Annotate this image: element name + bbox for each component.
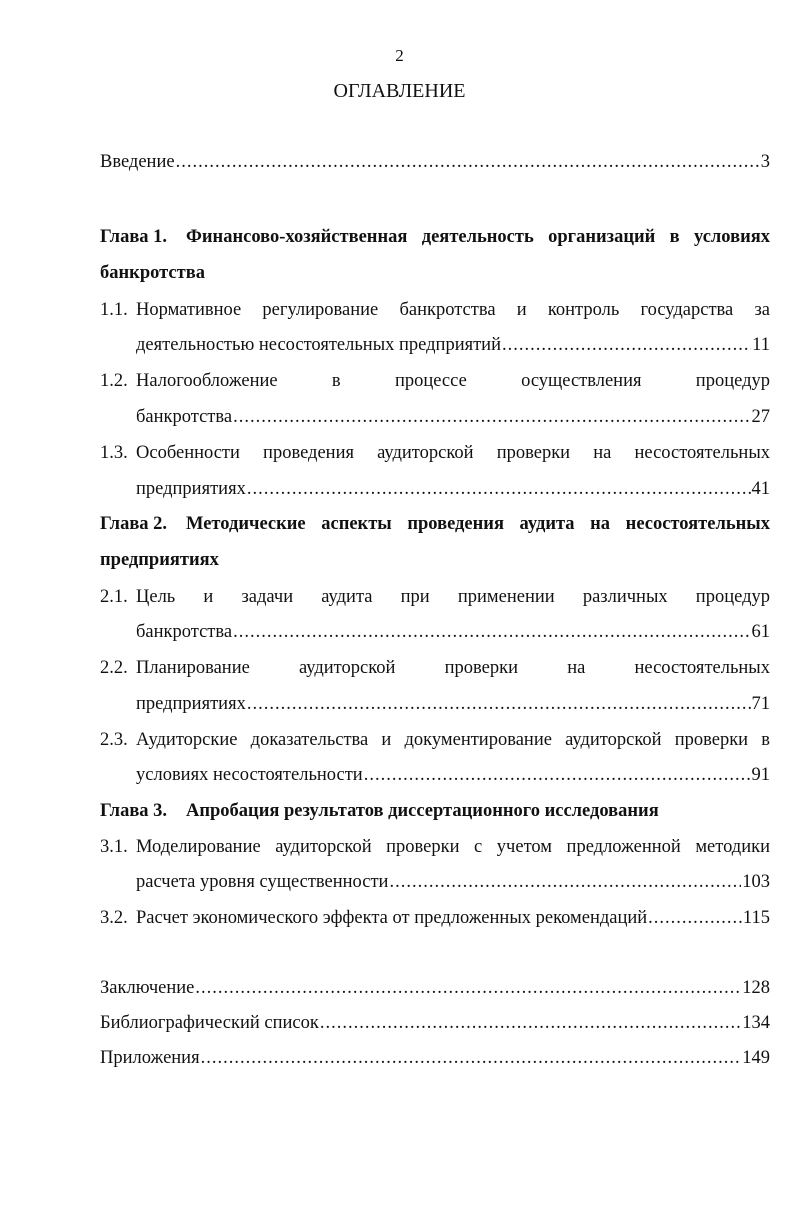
section-number: 3.2. [100, 908, 128, 928]
section-number: 2.1. [100, 587, 128, 607]
section-title-cont: банкротства [136, 622, 233, 642]
section-number: 1.3. [100, 443, 128, 463]
toc-entry-page: 61 [751, 622, 770, 642]
section-number: 2.2. [100, 658, 128, 678]
chapter-title-cont: предприятиях [100, 550, 219, 570]
toc-entry-label: Приложения [100, 1048, 200, 1068]
toc-entry-page: 71 [751, 694, 770, 714]
chapter-3-heading[interactable] [100, 799, 770, 823]
toc-entry-page: 149 [742, 1048, 770, 1068]
toc-entry-2-3-cont [136, 763, 770, 787]
leader-dots [233, 405, 750, 429]
leader-dots [247, 477, 751, 501]
chapter-2-heading[interactable] [100, 512, 770, 536]
toc-entry-3-1-cont [136, 870, 770, 894]
toc-entry-2-2[interactable] [100, 656, 770, 680]
toc-entry-2-1-cont [136, 620, 770, 644]
section-number: 1.2. [100, 371, 128, 391]
leader-dots [364, 763, 751, 787]
toc-entry-1-2[interactable] [100, 369, 770, 393]
section-title: Аудиторские доказательства и документирование аудиторской проверки в [136, 730, 770, 750]
section-title: Нормативное регулирование банкротства и контроль государства за [136, 300, 770, 320]
section-title-cont: расчета уровня существенности [136, 872, 389, 892]
toc-entry-page: 103 [742, 872, 770, 892]
toc-entry-1-2-cont [136, 405, 770, 429]
leader-dots [176, 150, 760, 174]
toc-entry-appendices[interactable] [100, 1046, 770, 1070]
leader-dots [201, 1046, 742, 1070]
chapter-label: Глава 1. [100, 227, 168, 247]
leader-dots [233, 620, 750, 644]
toc-entry-page: 91 [751, 765, 770, 785]
section-title: Моделирование аудиторской проверки с учетом предложенной методики [136, 837, 770, 857]
section-number: 3.1. [100, 837, 128, 857]
leader-dots [389, 870, 741, 894]
toc-entry-intro[interactable] [100, 150, 770, 174]
chapter-1-heading-cont [100, 261, 770, 285]
toc-entry-conclusion[interactable] [100, 976, 770, 1000]
toc-entry-page: 128 [742, 978, 770, 998]
section-title-cont: условиях несостоятельности [136, 765, 363, 785]
toc-entry-2-2-cont [136, 692, 770, 716]
toc-entry-page: 27 [751, 407, 770, 427]
toc-entry-page: 134 [742, 1013, 770, 1033]
section-number: 1.1. [100, 300, 128, 320]
leader-dots [320, 1011, 741, 1035]
chapter-label: Глава 3. [100, 801, 168, 821]
leader-dots [247, 692, 751, 716]
toc-entry-3-1[interactable] [100, 835, 770, 859]
section-title-cont: предприятиях [136, 694, 246, 714]
toc-entry-label: Библиографический список [100, 1013, 319, 1033]
leader-dots [195, 976, 741, 1000]
page-number: 2 [395, 46, 404, 65]
toc-entry-2-1[interactable] [100, 585, 770, 609]
toc-entry-2-3[interactable] [100, 728, 770, 752]
section-title: Планирование аудиторской проверки на несостоятельных [136, 658, 770, 678]
section-title: Особенности проведения аудиторской проверки на несостоятельных [136, 443, 770, 463]
toc-entry-page: 3 [760, 152, 770, 172]
section-title: Цель и задачи аудита при применении различных процедур [136, 587, 770, 607]
toc-entry-page: 11 [752, 335, 770, 355]
leader-dots [648, 906, 742, 930]
toc-entry-1-1-cont [136, 333, 770, 357]
toc-entry-3-2[interactable] [100, 906, 770, 930]
chapter-title: Апробация результатов диссертационного исследования [186, 801, 659, 821]
section-number: 2.3. [100, 730, 128, 750]
chapter-title: Методические аспекты проведения аудита на несостоятельных [186, 514, 770, 534]
toc-entry-label: Заключение [100, 978, 195, 998]
toc-entry-1-3-cont [136, 477, 770, 501]
toc-title: ОГЛАВЛЕНИЕ [333, 80, 466, 102]
section-title-cont: банкротства [136, 407, 233, 427]
leader-dots [502, 333, 751, 357]
section-title: Налогообложение в процессе осуществления процедур [136, 371, 770, 391]
toc-entry-page: 115 [742, 908, 770, 928]
chapter-2-heading-cont [100, 548, 770, 572]
chapter-label: Глава 2. [100, 514, 168, 534]
section-title-cont: предприятиях [136, 479, 246, 499]
chapter-1-heading[interactable] [100, 225, 770, 249]
toc-entry-bibliography[interactable] [100, 1011, 770, 1035]
toc-entry-label: Введение [100, 152, 175, 172]
chapter-title: Финансово-хозяйственная деятельность организаций в условиях [186, 227, 770, 247]
section-title: Расчет экономического эффекта от предложенных рекомендаций [136, 908, 648, 928]
toc-entry-1-3[interactable] [100, 441, 770, 465]
toc-entry-1-1[interactable] [100, 298, 770, 322]
chapter-title-cont: банкротства [100, 263, 205, 283]
toc-entry-page: 41 [751, 479, 770, 499]
section-title-cont: деятельностью несостоятельных предприятий [136, 335, 501, 355]
